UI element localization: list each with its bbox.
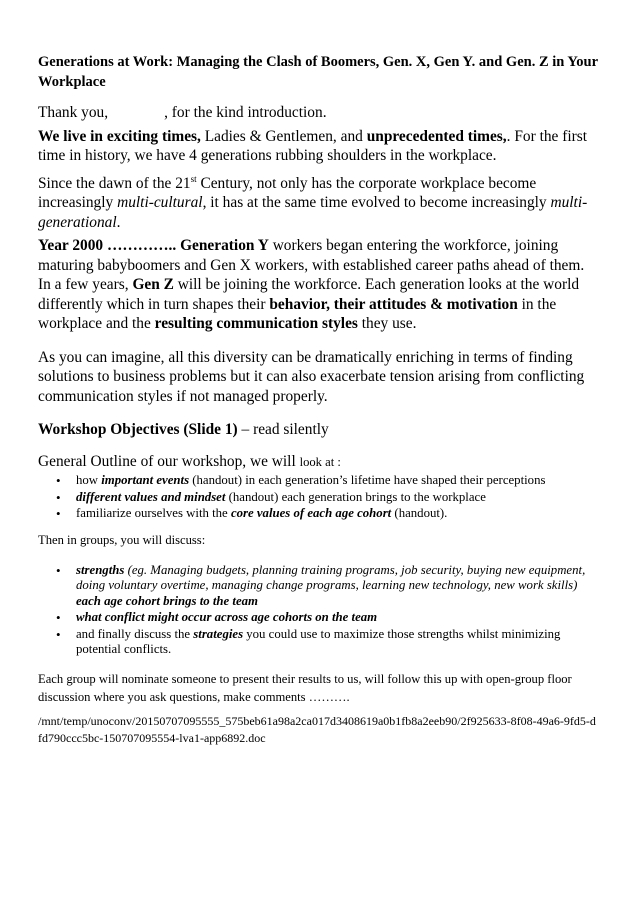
workshop-objectives-heading <box>38 420 598 440</box>
document-page <box>38 52 598 748</box>
year-text-3: in the workplace and the <box>38 295 557 333</box>
conflict-item: what conflict might occur across age cohorts on the team <box>76 610 378 625</box>
dawn-text-2: Century, not only has the corporate workplace become increasingly <box>38 174 537 212</box>
multi-cultural-italic: multi-cultural <box>117 194 203 212</box>
behavior-bold: behavior, their attitudes & motivation <box>269 295 518 313</box>
dawn-text: Since the dawn of the 21 <box>38 174 191 192</box>
outline-look-at: look at : <box>299 454 341 469</box>
diversity-paragraph: As you can imagine, all this diversity can be dramatically enriching in terms of finding solutions to business problems but it can also exacerbate tension arising from conflicting communication styles if not managed properly. <box>38 348 585 405</box>
strategies-bold: strategies <box>193 626 244 641</box>
dawn-text-3: , it has at the same time evolved to become increasingly <box>202 194 551 212</box>
strengths-examples: (eg. Managing budgets, planning training programs, job security, buying new equipment, doing voluntary overtime, managing change programs, learning new technology, new work skills) <box>76 562 586 593</box>
general-outline-line <box>38 452 598 472</box>
strengths-bold: strengths <box>76 562 125 577</box>
year-text: workers began entering the workforce, joining maturing babyboomers and Gen X workers, with established career paths ahead of them. In a few years, <box>38 237 585 294</box>
list-item <box>76 490 598 506</box>
thanks-text-start: Thank you, <box>38 104 109 121</box>
communication-styles-bold: resulting communication styles <box>154 315 358 333</box>
list-item <box>76 610 598 626</box>
year-text-2: will be joining the workforce. Each generation looks at the world differently which in turn shapes their <box>38 276 580 313</box>
list-item <box>76 563 598 610</box>
document-title: Generations at Work: Managing the Clash of Boomers, Gen. X, Gen Y. and Gen. Z in Your Workplace <box>38 54 598 90</box>
objectives-bold: Workshop Objectives (Slide 1) <box>38 421 238 439</box>
bullet-emphasis: important events <box>101 473 190 488</box>
bullet-text: (handout). <box>391 506 448 521</box>
outline-text: General Outline of our workshop, we will <box>38 452 300 470</box>
and-text: and <box>340 127 367 145</box>
objectives-note: – read silently <box>237 421 329 439</box>
bullet-emphasis: different values and mindset <box>76 489 226 504</box>
first-time-text: . For the first time in history, we have 4 generations rubbing shoulders in the workplace. <box>38 127 588 164</box>
list-item <box>76 627 598 658</box>
year-2000-bold: Year 2000 ………….. Generation Y <box>38 237 269 255</box>
bullet-emphasis: core values of each age cohort <box>230 506 392 521</box>
dawn-period: . <box>116 213 121 231</box>
unprecedented-times-bold: unprecedented times, <box>366 127 507 145</box>
dawn-paragraph <box>38 170 598 233</box>
ladies-text: Ladies & Gentlemen, <box>200 127 341 145</box>
thanks-text-end: , for the kind introduction. <box>164 104 327 121</box>
closing-paragraph: Each group will nominate someone to present their results to us, will follow this up with open-group floor discussion where you ask questions, make comments ………. <box>38 671 572 704</box>
year-text-4: they use. <box>357 315 417 333</box>
strengths-cohort: each age cohort brings to the team <box>76 593 258 608</box>
then-in-groups-line: Then in groups, you will discuss: <box>38 532 206 547</box>
multi-generational-italic: multi-generational <box>38 194 588 231</box>
list-item <box>76 473 598 489</box>
thanks-paragraph <box>38 103 598 123</box>
outline-bullet-list <box>38 473 598 522</box>
gen-z-bold: Gen Z <box>132 276 174 294</box>
exciting-times-paragraph <box>38 127 598 166</box>
bullet-text: familiarize ourselves with the <box>76 506 231 521</box>
ordinal-suffix: st <box>190 173 197 184</box>
bullet-text: how <box>76 473 102 488</box>
discussion-bullet-list <box>38 563 598 658</box>
bullet-text: (handout) in each generation’s lifetime have shaped their perceptions <box>189 473 546 488</box>
exciting-times-bold: We live in exciting times, <box>38 127 201 145</box>
bullet-text: you could use to maximize those strengths whilst minimizing potential conflicts. <box>76 626 561 657</box>
year-2000-paragraph <box>38 236 598 334</box>
list-item <box>76 506 598 522</box>
file-path-footer: /mnt/temp/unoconv/20150707095555_575beb61a98a2ca017d3408619a0b1fb8a2eeb90/2f925633-8f08-49a6-9fd5-dfd790ccc5bc-150707095554-lva1-app6892.doc <box>38 713 596 746</box>
bullet-text: (handout) each generation brings to the workplace <box>225 489 486 504</box>
bullet-text: and finally discuss the <box>76 626 194 641</box>
